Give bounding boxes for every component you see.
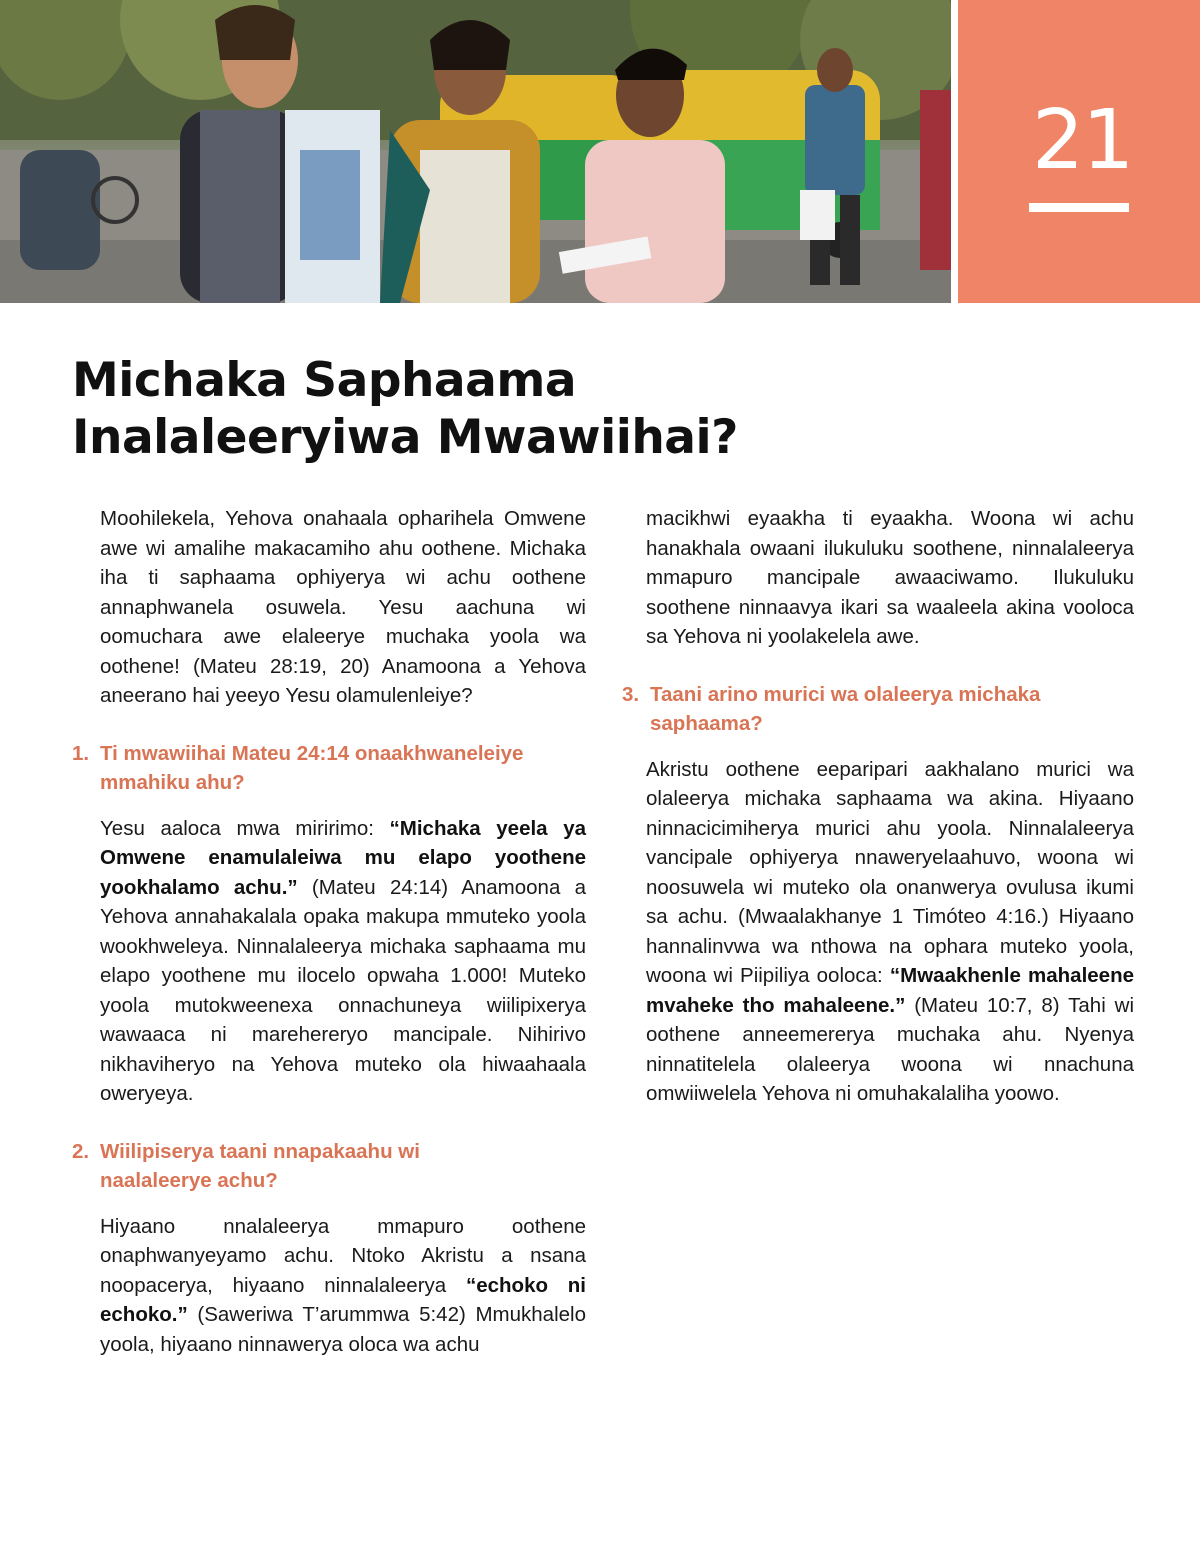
section-2-heading <box>72 1137 586 1196</box>
intro-paragraph: Moohilekela, Yehova onahaala opharihela Omwene awe wi amalihe makacamiho ahu oothene. Michaka iha ti saphaama ophiyerya wi achu oothene annaphwanela osuwela. Yesu aachuna wi oomuchara awe elaleerye muchaka yoola wa oothene! (Mateu 28:19, 20) Anamoona a Yehova aneerano hai yeeyo Yesu olamulenleiye? <box>100 507 586 707</box>
street-witnessing-photo-icon <box>0 0 951 303</box>
section-1-body <box>72 814 586 1109</box>
section-1-body-start: Yesu aaloca mwa miririmo: <box>100 816 390 840</box>
section-3-body <box>622 755 1134 1109</box>
section-2-body-end: (Saweriwa T’arummwa 5:42) Mmukhalelo yoola, hiyaano ninnawerya oloca wa achu <box>100 1303 586 1356</box>
section-2-body-start: Hiyaano nnalaleerya mmapuro oothene onaphwanyeyamo achu. Ntoko Akristu a nsana noopacerya, hiyaano ninnalaleerya <box>100 1214 586 1297</box>
section-2-body <box>72 1212 586 1360</box>
section-1-quote: “Michaka yeela ya Omwene enamulaleiwa mu elapo yoothene yookhalamo achu.” <box>100 816 586 899</box>
section-3-body-start: Akristu oothene eeparipari aakhalano murici wa olaleerya michaka saphaama wa akina. Hiyaano ninnacicimiherya murici ahu yoola. Ninnalaleerya vancipale ophiyerya nnaweryelaahuvo, woona wi noosuwela wi muteko ola onanwerya ovulusa ikumi sa achu. (Mwaalakhanye 1 Timóteo 4:16.) Hiyaano hannalinvwa wa nthowa na ophara muteko yoola, woona wi Piipiliya ooloca: <box>646 757 1134 987</box>
section-2-number: 2. <box>72 1139 90 1163</box>
section-3-number: 3. <box>622 682 640 706</box>
lesson-number-badge <box>958 0 1200 303</box>
section-2-quote: “echoko ni echoko.” <box>100 1273 586 1326</box>
section-2-heading-text: Wiilipiserya taani nnapakaahu wi naalaleerye achu? <box>100 1139 420 1192</box>
page-title-line1: Michaka Saphaama <box>72 353 577 408</box>
lesson-number-underline <box>1029 203 1129 212</box>
page-title <box>72 352 872 466</box>
section-1-number: 1. <box>72 741 90 765</box>
right-column <box>622 504 1134 1109</box>
section-3-quote: “Mwaakhenle mahaleene mvaheke tho mahaleene.” <box>646 964 1135 1017</box>
section-1-body-end: (Mateu 24:14) Anamoona a Yehova annahakalala opaka makupa mmuteko yoola wookhweleya. Ninnalaleerya michaka saphaama mu elapo yoothene mu ilocelo opwaha 1.000! Muteko yoola mutokweenexa onnachuneya wiilipixerya wawaaca ni marehereryo mancipale. Nihirivo nikhaviheryo na Yehova muteko ola hiwaahaala oweryeya. <box>100 875 586 1105</box>
header-photo <box>0 0 951 303</box>
lesson-number: 21 <box>1032 93 1133 188</box>
section-1-heading <box>72 739 586 798</box>
section-3-body-end: (Mateu 10:7, 8) Tahi wi oothene anneemererya muchaka ahu. Nyenya ninnatitelela olaleerya woona wi nnachuna omwiiwelela Yehova ni omuhakalaliha yoowo. <box>646 993 1134 1105</box>
left-column <box>72 504 586 1359</box>
section-3-heading-text: Taani arino murici wa olaleerya michaka saphaama? <box>650 682 1041 735</box>
section-2-body-continued: macikhwi eyaakha ti eyaakha. Woona wi achu hanakhala owaani ilukuluku soothene, ninnalaleerya mmapuro mancipale awaaciwamo. Ilukuluku soothene ninnaavya ikari sa waaleela akina vooloca sa Yehova ni yoolakelela awe. <box>646 507 1134 648</box>
section-3-heading <box>622 680 1134 739</box>
page-title-line2: Inalaleeryiwa Mwawiihai? <box>72 410 738 465</box>
section-1-heading-text: Ti mwawiihai Mateu 24:14 onaakhwaneleiye mmahiku ahu? <box>100 741 524 794</box>
